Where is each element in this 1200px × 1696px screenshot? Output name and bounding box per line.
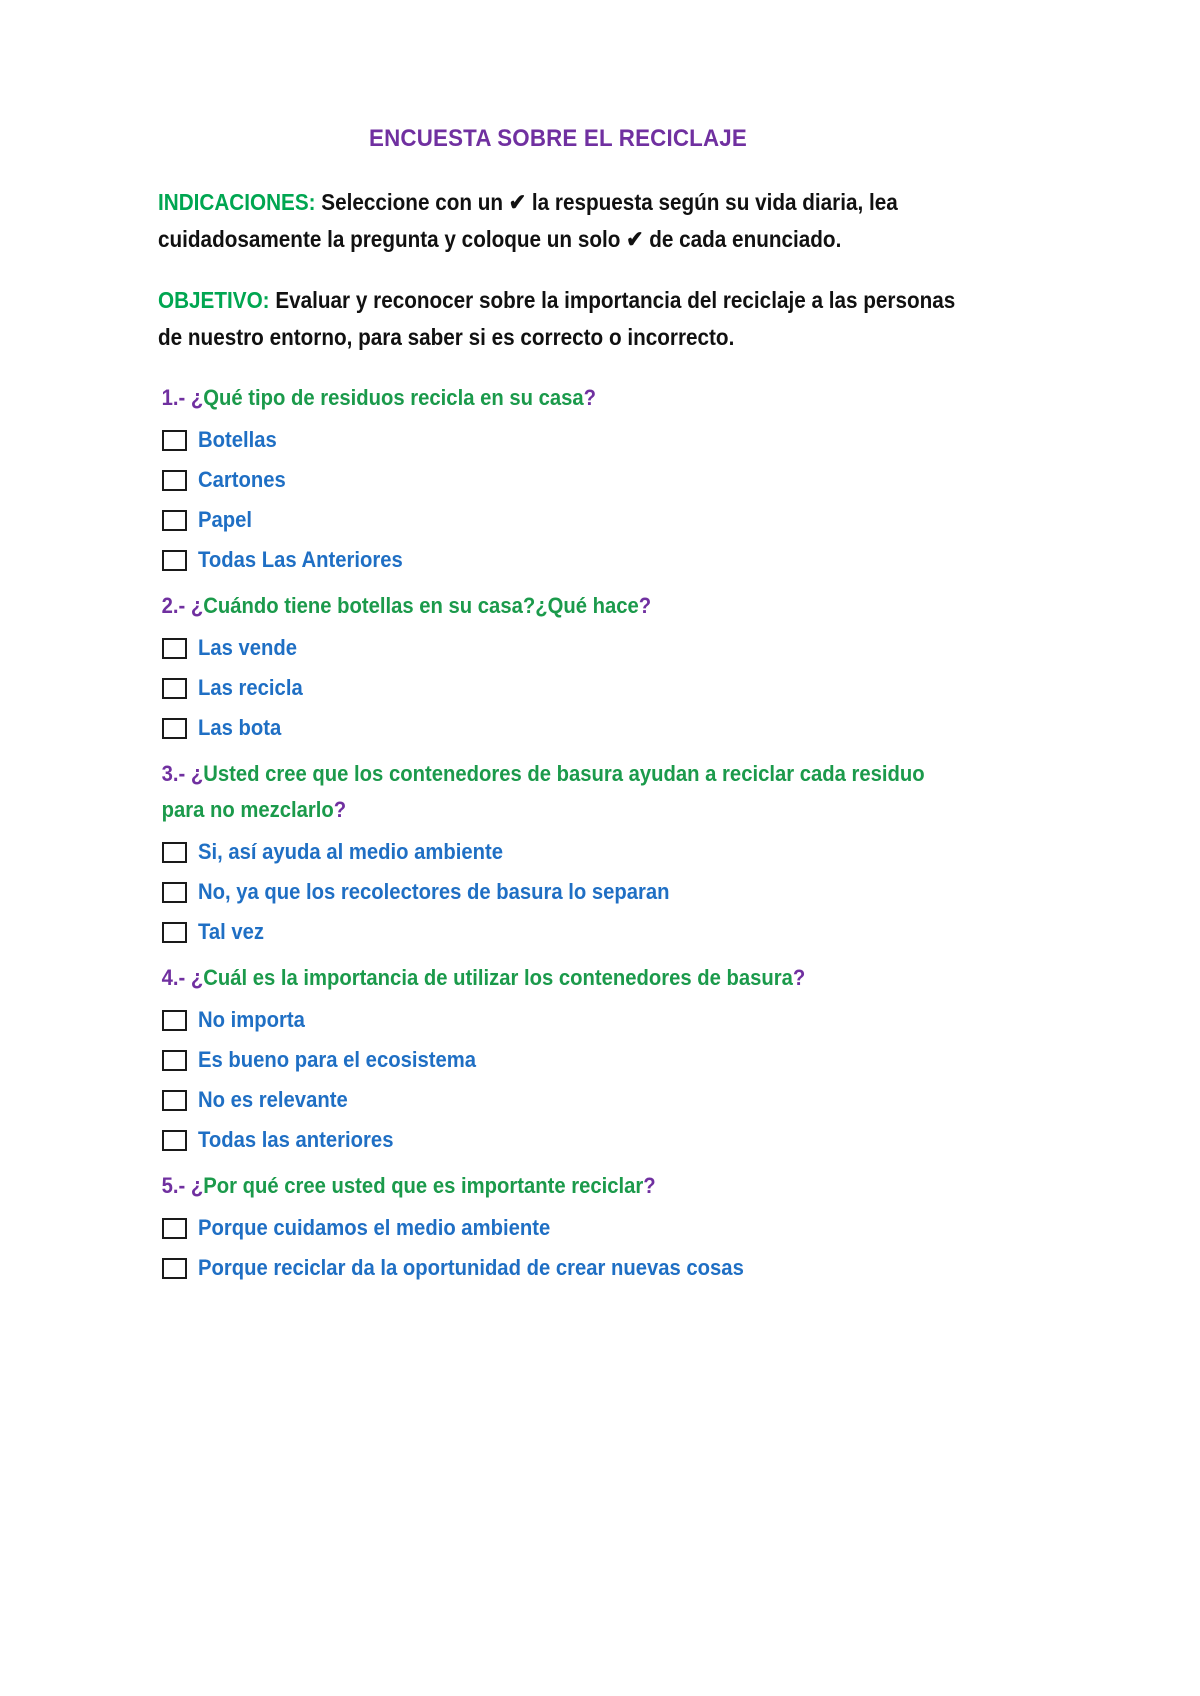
option-row[interactable] (158, 878, 958, 906)
option-label: Porque reciclar da la oportunidad de crear nuevas cosas (198, 1255, 744, 1280)
option-row[interactable] (158, 1086, 958, 1114)
intro-paragraph-2 (158, 282, 957, 356)
question-text-4 (158, 960, 961, 996)
checkbox-icon[interactable] (162, 842, 187, 863)
intro-section (158, 184, 958, 356)
question-body: Qué tipo de residuos recicla en su casa (203, 385, 584, 410)
question-number: 3.- (161, 761, 186, 786)
option-row[interactable] (158, 838, 958, 866)
question-text-3 (158, 756, 961, 828)
option-row[interactable] (158, 1006, 958, 1034)
checkbox-icon[interactable] (162, 510, 187, 531)
question-number: 5.- (161, 1173, 186, 1198)
option-group (158, 634, 958, 742)
checkbox-icon[interactable] (162, 922, 187, 943)
option-row[interactable] (158, 1214, 958, 1242)
checkbox-icon[interactable] (162, 1010, 187, 1031)
option-label: No, ya que los recolectores de basura lo separan (198, 879, 670, 904)
intro-text: Evaluar y reconocer sobre la importancia del reciclaje a las personas de nuestro entorno, para saber si es correcto o incorrecto. (158, 287, 956, 350)
option-label: Las bota (198, 715, 282, 740)
intro-label: INDICACIONES: (158, 189, 316, 215)
question-text-5 (158, 1168, 961, 1204)
checkbox-icon[interactable] (162, 882, 187, 903)
option-label: Las vende (198, 635, 298, 660)
option-label: Botellas (198, 427, 277, 452)
option-label: Las recicla (198, 675, 303, 700)
option-row[interactable] (158, 674, 958, 702)
option-group (158, 1214, 958, 1282)
question-open-punctuation: ¿ (190, 385, 204, 410)
question-block (158, 588, 958, 742)
question-number: 1.- (161, 385, 186, 410)
question-body: Cuándo tiene botellas en su casa?¿Qué hace (203, 593, 639, 618)
checkbox-icon[interactable] (162, 678, 187, 699)
question-block (158, 960, 958, 1154)
option-group (158, 426, 958, 574)
checkbox-icon[interactable] (162, 470, 187, 491)
document-content (158, 124, 958, 1296)
option-row[interactable] (158, 546, 958, 574)
option-row[interactable] (158, 714, 958, 742)
question-block (158, 380, 958, 574)
question-body: Cuál es la importancia de utilizar los contenedores de basura (203, 965, 793, 990)
option-row[interactable] (158, 918, 958, 946)
option-label: No importa (198, 1007, 305, 1032)
checkbox-icon[interactable] (162, 1050, 187, 1071)
questions-section (158, 380, 958, 1282)
option-label: Cartones (198, 467, 286, 492)
question-close-punctuation: ? (333, 797, 347, 822)
option-group (158, 1006, 958, 1154)
question-number: 4.- (161, 965, 186, 990)
question-block (158, 1168, 958, 1282)
checkbox-icon[interactable] (162, 718, 187, 739)
option-label: Todas las anteriores (198, 1127, 394, 1152)
checkbox-icon[interactable] (162, 1218, 187, 1239)
option-label: Si, así ayuda al medio ambiente (198, 839, 503, 864)
option-label: Todas Las Anteriores (198, 547, 403, 572)
question-open-punctuation: ¿ (190, 593, 204, 618)
option-label: No es relevante (198, 1087, 348, 1112)
question-close-punctuation: ? (792, 965, 806, 990)
question-open-punctuation: ¿ (190, 965, 204, 990)
intro-label: OBJETIVO: (158, 287, 270, 313)
option-row[interactable] (158, 1254, 958, 1282)
question-open-punctuation: ¿ (190, 1173, 204, 1198)
option-label: Es bueno para el ecosistema (198, 1047, 477, 1072)
question-text-2 (158, 588, 961, 624)
option-row[interactable] (158, 426, 958, 454)
question-block (158, 756, 958, 946)
option-row[interactable] (158, 1046, 958, 1074)
checkbox-icon[interactable] (162, 1090, 187, 1111)
intro-paragraph-1 (158, 184, 957, 258)
question-number: 2.- (161, 593, 186, 618)
question-body: Usted cree que los contenedores de basura ayudan a reciclar cada residuo para no mezclarlo (161, 761, 925, 822)
option-row[interactable] (158, 1126, 958, 1154)
option-row[interactable] (158, 506, 958, 534)
question-text-1 (158, 380, 961, 416)
question-close-punctuation: ? (643, 1173, 656, 1198)
option-label: Tal vez (198, 919, 265, 944)
option-row[interactable] (158, 634, 958, 662)
page-title: ENCUESTA SOBRE EL RECICLAJE (369, 125, 747, 152)
checkbox-icon[interactable] (162, 1258, 187, 1279)
option-label: Papel (198, 507, 253, 532)
question-close-punctuation: ? (638, 593, 652, 618)
checkbox-icon[interactable] (162, 550, 187, 571)
intro-text: Seleccione con un ✔ la respuesta según su vida diaria, lea cuidadosamente la pregunta y coloque un solo ✔ de cada enunciado. (158, 189, 898, 252)
question-open-punctuation: ¿ (190, 761, 204, 786)
question-body: Por qué cree usted que es importante reciclar (203, 1173, 644, 1198)
question-close-punctuation: ? (583, 385, 597, 410)
option-label: Porque cuidamos el medio ambiente (198, 1215, 551, 1240)
option-group (158, 838, 958, 946)
checkbox-icon[interactable] (162, 638, 187, 659)
checkbox-icon[interactable] (162, 430, 187, 451)
option-row[interactable] (158, 466, 958, 494)
checkbox-icon[interactable] (162, 1130, 187, 1151)
